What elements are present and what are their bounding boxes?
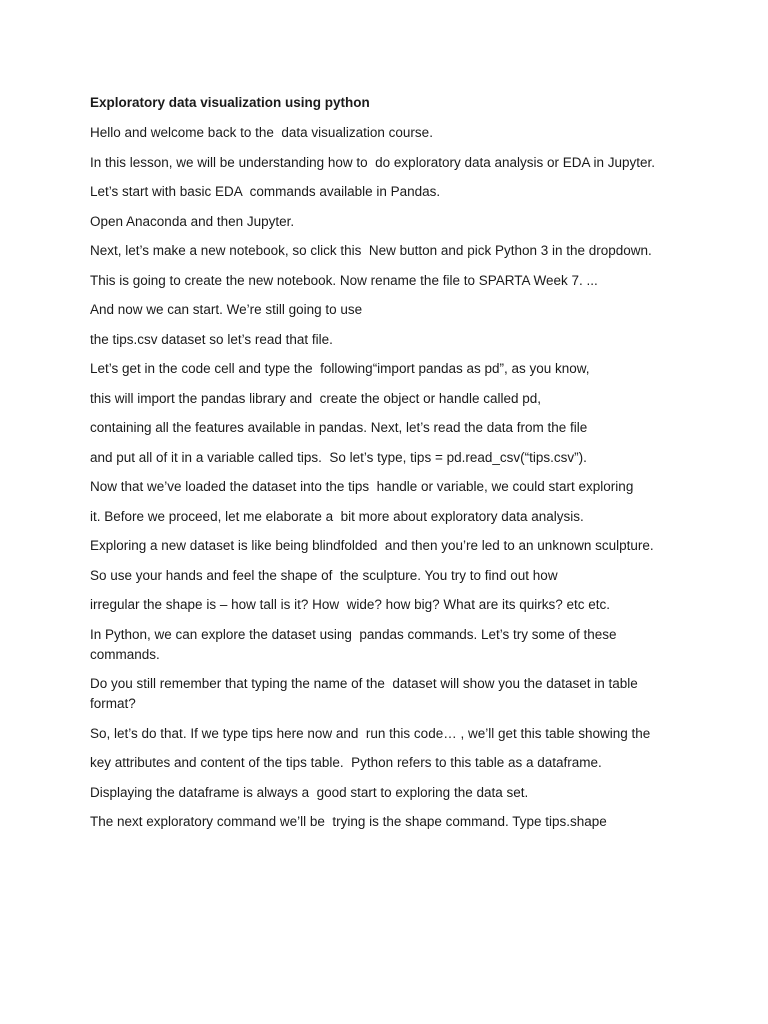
paragraph: Exploring a new dataset is like being blindfolded and then you’re led to an unknown sculpture. [90, 538, 654, 553]
paragraph: key attributes and content of the tips table. Python refers to this table as a dataframe. [90, 755, 602, 770]
paragraph: So use your hands and feel the shape of the sculpture. You try to find out how [90, 567, 558, 583]
paragraph: And now we can start. We’re still going to use [90, 302, 363, 317]
paragraph: Let’s get in the code cell and type the following“import pandas as pd”, as you know, [90, 361, 590, 376]
paragraph: Displaying the dataframe is always a good start to exploring the data set. [90, 784, 529, 800]
paragraph: This is going to create the new notebook. Now rename the file to SPARTA Week 7. ... [90, 272, 598, 288]
paragraph: The next exploratory command we’ll be trying is the shape command. Type tips.shape [90, 814, 607, 829]
paragraph: Next, let’s make a new notebook, so click this New button and pick Python 3 in the dropdown. [90, 243, 652, 258]
paragraph: Let’s start with basic EDA commands available in Pandas. [90, 184, 441, 199]
paragraph: Open Anaconda and then Jupyter. [90, 213, 295, 229]
paragraph: irregular the shape is – how tall is it? How wide? how big? What are its quirks? etc etc. [90, 597, 610, 612]
paragraph: Now that we’ve loaded the dataset into the tips handle or variable, we could start exploring [90, 479, 634, 494]
paragraph: containing all the features available in pandas. Next, let’s read the data from the file [90, 420, 588, 435]
document-body [90, 94, 675, 842]
paragraph: this will import the pandas library and create the object or handle called pd, [90, 390, 542, 406]
paragraph: Do you still remember that typing the name of the dataset will show you the dataset in table format? [90, 676, 642, 711]
paragraph: the tips.csv dataset so let’s read that file. [90, 331, 333, 347]
paragraph: So, let’s do that. If we type tips here now and run this code… , we’ll get this table showing the [90, 725, 651, 741]
document-title: Exploratory data visualization using python [90, 95, 370, 110]
paragraph: it. Before we proceed, let me elaborate a bit more about exploratory data analysis. [90, 508, 584, 524]
paragraph: Hello and welcome back to the data visualization course. [90, 125, 433, 140]
paragraph: and put all of it in a variable called tips. So let’s type, tips = pd.read_csv(“tips.csv”). [90, 449, 587, 465]
paragraph: In this lesson, we will be understanding how to do exploratory data analysis or EDA in Jupyter. [90, 154, 656, 170]
paragraph: In Python, we can explore the dataset using pandas commands. Let’s try some of these commands. [90, 626, 621, 662]
